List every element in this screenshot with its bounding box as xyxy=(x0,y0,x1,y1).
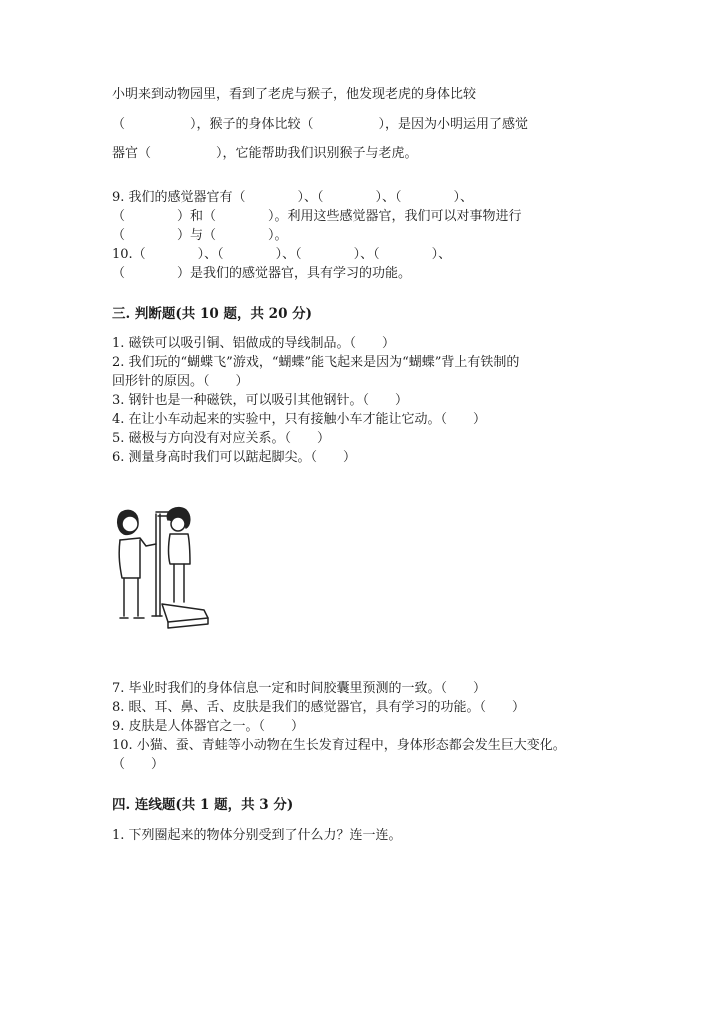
q10-line-1: 10.（ ）、（ ）、（ ）、（ ）、 xyxy=(112,247,452,262)
judge-item-3: 3. 钢针也是一种磁铁，可以吸引其他钢针。（ ） xyxy=(112,393,409,408)
q8-line-2: （ ），猴子的身体比较（ ），是因为小明运用了感觉 xyxy=(112,117,529,132)
judge-item-2: 2. 我们玩的“蝴蝶飞”游戏，“蝴蝶”能飞起来是因为“蝴蝶”背上有铁制的 xyxy=(112,355,520,370)
q9-line-3: （ ）与（ ）。 xyxy=(112,228,288,243)
q8-line-3: 器官（ ），它能帮助我们识别猴子与老虎。 xyxy=(112,146,418,161)
judge-item-7: 7. 毕业时我们的身体信息一定和时间胶囊里预测的一致。（ ） xyxy=(112,681,487,696)
judge-item-9: 9. 皮肤是人体器官之一。（ ） xyxy=(112,719,305,734)
judge-item-10-cont: （ ） xyxy=(112,757,165,772)
judge-item-2-cont: 回形针的原因。（ ） xyxy=(112,374,249,389)
match-item-1: 1. 下列圈起来的物体分别受到了什么力？连一连。 xyxy=(112,828,402,843)
judge-item-6: 6. 测量身高时我们可以踮起脚尖。（ ） xyxy=(112,450,357,465)
height-measurement-illustration xyxy=(112,498,216,640)
q9-line-1: 9. 我们的感觉器官有（ ）、（ ）、（ ）、 xyxy=(112,190,474,205)
q10-line-2: （ ）是我们的感觉器官，具有学习的功能。 xyxy=(112,266,412,281)
q9-line-2: （ ）和（ ）。利用这些感觉器官，我们可以对事物进行 xyxy=(112,209,522,224)
section4-heading: 四. 连线题(共 1 题，共 3 分) xyxy=(112,797,294,813)
judge-item-8: 8. 眼、耳、鼻、舌、皮肤是我们的感觉器官，具有学习的功能。（ ） xyxy=(112,700,526,715)
judge-item-5: 5. 磁极与方向没有对应关系。（ ） xyxy=(112,431,331,446)
section3-heading: 三. 判断题(共 10 题，共 20 分) xyxy=(112,306,313,322)
judge-item-4: 4. 在让小车动起来的实验中，只有接触小车才能让它动。（ ） xyxy=(112,412,487,427)
judge-item-10: 10. 小猫、蚕、青蛙等小动物在生长发育过程中，身体形态都会发生巨大变化。 xyxy=(112,738,566,753)
judge-item-1: 1. 磁铁可以吸引铜、铝做成的导线制品。（ ） xyxy=(112,336,396,351)
q8-line-1: 小明来到动物园里，看到了老虎与猴子，他发现老虎的身体比较 xyxy=(112,87,477,102)
